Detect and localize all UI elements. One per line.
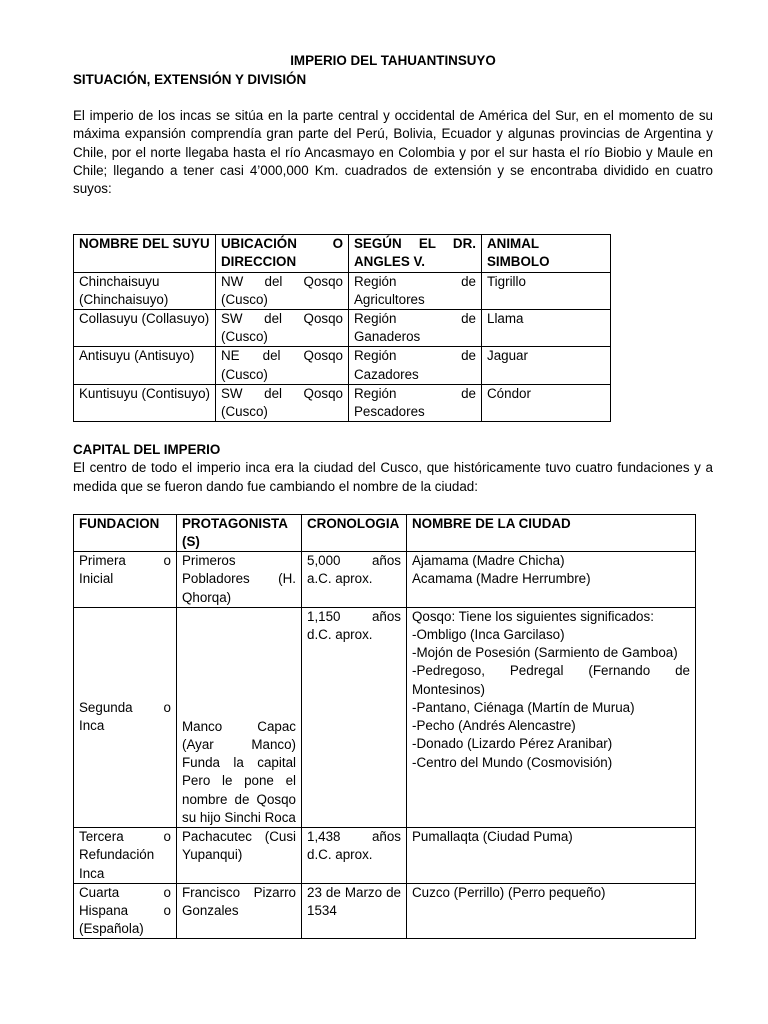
ciudad-cell <box>407 828 696 884</box>
table-row <box>74 607 696 827</box>
ciudad-line: Cuzco (Perrillo) (Perro pequeño) <box>412 884 606 900</box>
table-row <box>74 828 696 884</box>
ciudad-line: Qosqo: Tiene los siguientes significados: <box>412 608 654 624</box>
intro-paragraph: El imperio de los incas se sitúa en la parte central y occidental de América del Sur, en el momento de su máxima expansión comprendía gran parte del Perú, Bolivia, Ecuador y algunas provincias de Argentina y Chile, por el norte llegaba hasta el río Ancasmayo en Colombia y por el sur hasta el río Biobio y Maule en Chile; llegando a tener casi 4’000,000 Km. cuadrados de extensión y se encontraba dividido en cuatro suyos: <box>73 108 713 197</box>
suyo-region: Región de Pescadores <box>349 384 482 421</box>
cronologia-cell: 5,000 años a.C. aprox. <box>302 552 407 608</box>
fundacion-cell: Tercera o Refundación Inca <box>74 828 177 884</box>
suyo-animal: Cóndor <box>482 384 611 421</box>
ciudad-cell <box>407 607 696 827</box>
cronologia-cell: 23 de Marzo de 1534 <box>302 883 407 939</box>
suyo-location: NW del Qosqo (Cusco) <box>216 272 349 309</box>
ciudad-line: -Pecho (Andrés Alencastre) <box>412 718 576 734</box>
ciudad-line: -Donado (Lizardo Pérez Aranibar) <box>412 736 613 752</box>
suyo-location: SW del Qosqo (Cusco) <box>216 310 349 347</box>
ciudad-line: -Pedregoso, Pedregal (Fernando de Montesinos) <box>412 663 690 697</box>
table-header-row <box>74 235 611 272</box>
table-row <box>74 883 696 939</box>
protagonista-header: PROTAGONISTA (S) <box>177 514 302 551</box>
document-page <box>73 52 713 939</box>
suyo-header-animal: ANIMAL SIMBOLO <box>482 235 611 272</box>
section-heading-capital: CAPITAL DEL IMPERIO <box>73 442 221 458</box>
ciudad-line: -Pantano, Ciénaga (Martín de Murua) <box>412 699 635 715</box>
suyo-location: NE del Qosqo (Cusco) <box>216 347 349 384</box>
cronologia-cell: 1,438 años d.C. aprox. <box>302 828 407 884</box>
suyo-header-location: UBICACIÓN O DIRECCION <box>216 235 349 272</box>
fundacion-cell: Primera o Inicial <box>74 552 177 608</box>
ciudad-line: Ajamama (Madre Chicha) <box>412 553 565 569</box>
fundaciones-table <box>73 514 696 939</box>
suyo-name: Collasuyu (Collasuyo) <box>74 310 216 347</box>
table-row <box>74 552 696 608</box>
suyo-name: Kuntisuyu (Contisuyo) <box>74 384 216 421</box>
table-row <box>74 347 611 384</box>
ciudad-line: -Ombligo (Inca Garcilaso) <box>412 627 565 643</box>
suyo-name: Antisuyu (Antisuyo) <box>74 347 216 384</box>
ciudad-header: NOMBRE DE LA CIUDAD <box>407 514 696 551</box>
protagonista-cell: Primeros Pobladores (H. Qhorqa) <box>177 552 302 608</box>
ciudad-line: Pumallaqta (Ciudad Puma) <box>412 829 573 845</box>
suyo-animal: Tigrillo <box>482 272 611 309</box>
suyo-location: SW del Qosqo (Cusco) <box>216 384 349 421</box>
protagonista-cell: Francisco Pizarro Gonzales <box>177 883 302 939</box>
suyo-animal: Jaguar <box>482 347 611 384</box>
fundacion-cell: Segunda o Inca <box>74 607 177 827</box>
suyo-animal: Llama <box>482 310 611 347</box>
section-heading-situacion: SITUACIÓN, EXTENSIÓN Y DIVISIÓN <box>73 72 307 87</box>
ciudad-line: -Centro del Mundo (Cosmovisión) <box>412 754 613 770</box>
suyo-region: Región de Agricultores <box>349 272 482 309</box>
document-title: IMPERIO DEL TAHUANTINSUYO <box>290 53 496 68</box>
table-row <box>74 310 611 347</box>
ciudad-line: Acamama (Madre Herrumbre) <box>412 571 591 587</box>
table-header-row <box>74 514 696 551</box>
suyo-name: Chinchaisuyu (Chinchaisuyo) <box>74 272 216 309</box>
capital-paragraph: El centro de todo el imperio inca era la ciudad del Cusco, que históricamente tuvo cuatro fundaciones y a medida que se fueron dando fue cambiando el nombre de la ciudad: <box>73 460 713 494</box>
cronologia-header: CRONOLOGIA <box>302 514 407 551</box>
protagonista-cell: Pachacutec (Cusi Yupanqui) <box>177 828 302 884</box>
cronologia-cell: 1,150 años d.C. aprox. <box>302 607 407 827</box>
fundacion-header: FUNDACION <box>74 514 177 551</box>
ciudad-cell <box>407 883 696 939</box>
ciudad-cell <box>407 552 696 608</box>
protagonista-cell: Manco Capac (Ayar Manco) Funda la capital Pero le pone el nombre de Qosqo su hijo Sinchi Roca <box>177 607 302 827</box>
suyo-header-angles: SEGÚN EL DR. ANGLES V. <box>349 235 482 272</box>
table-row <box>74 272 611 309</box>
suyo-header-name: NOMBRE DEL SUYU <box>74 235 216 272</box>
ciudad-line: -Mojón de Posesión (Sarmiento de Gamboa) <box>412 645 678 661</box>
fundacion-cell: Cuarta o Hispana o (Española) <box>74 883 177 939</box>
suyos-table <box>73 234 611 422</box>
suyo-region: Región de Ganaderos <box>349 310 482 347</box>
suyo-region: Región de Cazadores <box>349 347 482 384</box>
table-row <box>74 384 611 421</box>
